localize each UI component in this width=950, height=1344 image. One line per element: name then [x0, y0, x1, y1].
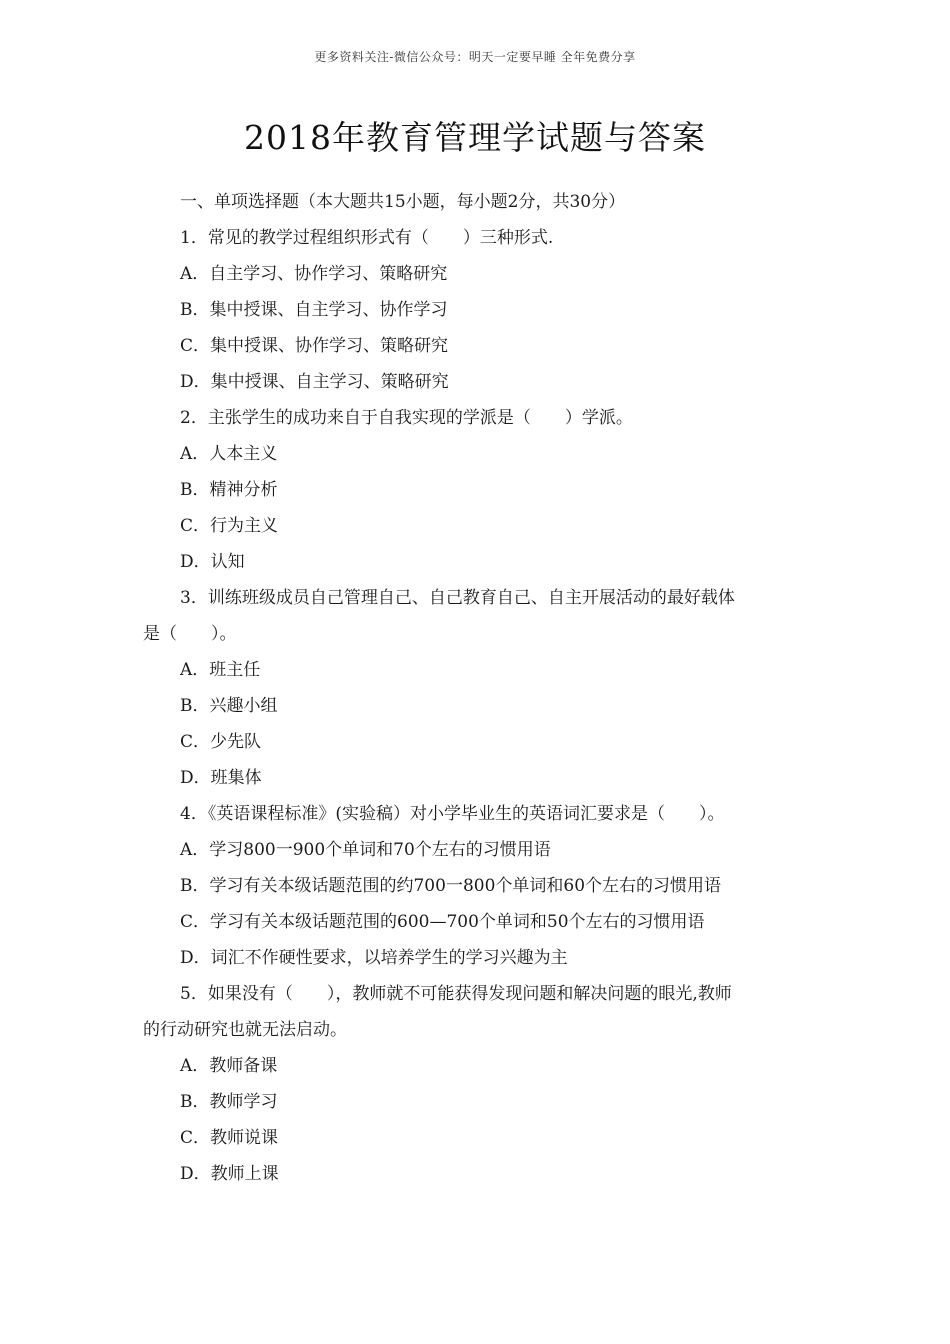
option-c: C．少先队 [180, 732, 262, 752]
question-stem: 4．《英语课程标准》(实验稿）对小学毕业生的英语词汇要求是（ ）。 [180, 804, 725, 824]
question-stem: 2．主张学生的成功来自于自我实现的学派是（ ）学派。 [180, 408, 633, 428]
option-b: B．精神分析 [180, 480, 278, 500]
header-note: 更多资料关注-微信公众号：明天一定要早睡 全年免费分享 [314, 50, 636, 64]
option-c: C．教师说课 [180, 1128, 279, 1148]
document-body [143, 184, 808, 1192]
option-a: A．学习800一900个单词和70个左右的习惯用语 [180, 840, 551, 860]
option-a: A．班主任 [180, 660, 261, 680]
option-c: C．学习有关本级话题范围的600—700个单词和50个左右的习惯用语 [180, 912, 705, 932]
option-d: D．词汇不作硬性要求，以培养学生的学习兴趣为主 [180, 948, 568, 968]
question-3 [143, 580, 808, 796]
option-a: A．自主学习、协作学习、策略研究 [180, 264, 448, 284]
document-title: 2018年教育管理学试题与答案 [244, 118, 706, 157]
option-b: B．教师学习 [180, 1092, 278, 1112]
question-1 [143, 220, 808, 400]
option-d: D．教师上课 [180, 1164, 279, 1184]
question-stem-continuation: 是（ ）。 [143, 624, 237, 644]
option-c: C．行为主义 [180, 516, 279, 536]
option-c: C．集中授课、协作学习、策略研究 [180, 336, 449, 356]
option-a: A．教师备课 [180, 1056, 278, 1076]
option-b: B．兴趣小组 [180, 696, 278, 716]
question-4 [143, 796, 808, 976]
option-b: B．集中授课、自主学习、协作学习 [180, 300, 448, 320]
question-2 [143, 400, 808, 580]
option-b: B．学习有关本级话题范围的约700一800个单词和60个左右的习惯用语 [180, 876, 722, 896]
option-d: D．集中授课、自主学习、策略研究 [180, 372, 449, 392]
question-stem: 3．训练班级成员自己管理自己、自己教育自己、自主开展活动的最好载体 [180, 588, 735, 608]
option-d: D．认知 [180, 552, 245, 572]
option-d: D．班集体 [180, 768, 262, 788]
question-stem: 5．如果没有（ ），教师就不可能获得发现问题和解决问题的眼光,教师 [180, 984, 732, 1004]
section-heading: 一、单项选择题（本大题共15小题，每小题2分，共30分） [180, 192, 626, 212]
question-5 [143, 976, 808, 1192]
option-a: A．人本主义 [180, 444, 278, 464]
question-stem-continuation: 的行动研究也就无法启动。 [143, 1020, 347, 1040]
question-stem: 1．常见的教学过程组织形式有（ ）三种形式. [180, 228, 554, 248]
